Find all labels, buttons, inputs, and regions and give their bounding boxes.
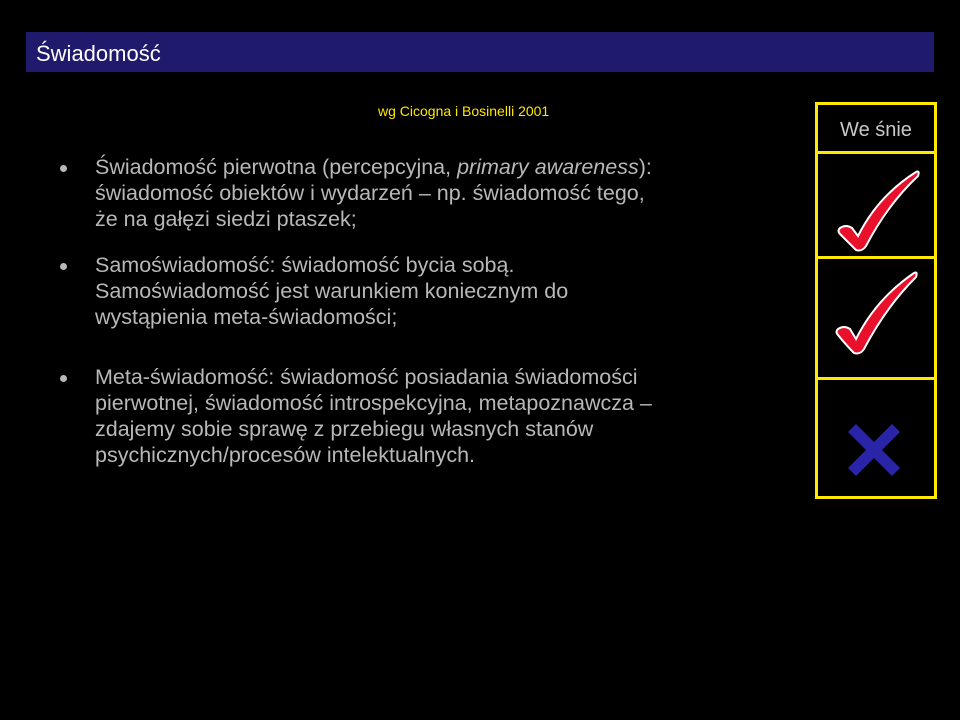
bullet-meta-awareness (60, 364, 800, 468)
citation: wg Cicogna i Bosinelli 2001 (378, 103, 550, 119)
slide-title: Świadomość (36, 41, 161, 66)
bullet-line: zdajemy sobie sprawę z przebiegu własnych stanów (95, 417, 594, 441)
bullet-line: świadomość obiektów i wydarzeń – np. świadomość tego, (95, 181, 645, 205)
dream-table (815, 102, 937, 499)
bullet-line: psychicznych/procesów intelektualnych. (95, 443, 476, 467)
title-bar (26, 32, 934, 72)
dream-table-row-meta (815, 377, 937, 499)
checkmark-icon (818, 259, 934, 377)
bullet-line: wystąpienia meta-świadomości; (95, 305, 398, 329)
checkmark-icon (818, 154, 934, 256)
dream-table-row-primary (815, 151, 937, 259)
bullet-primary-awareness (60, 154, 800, 232)
bullet-text: Świadomość pierwotna (percepcyjna, (95, 155, 458, 179)
bullet-line: Samoświadomość: świadomość bycia sobą. (95, 253, 515, 277)
bullet-line: że na gałęzi siedzi ptaszek; (95, 207, 357, 231)
bullet-dot-icon (60, 165, 67, 172)
bullet-line (95, 154, 800, 180)
bullet-dot-icon (60, 263, 67, 270)
bullet-dot-icon (60, 375, 67, 382)
bullet-line: pierwotnej, świadomość introspekcyjna, metapoznawcza – (95, 391, 652, 415)
cross-icon (818, 380, 934, 496)
bullet-line: Meta-świadomość: świadomość posiadania świadomości (95, 365, 638, 389)
dream-table-header-label: We śnie (840, 119, 912, 141)
bullet-self-awareness (60, 252, 800, 330)
bullet-line: Samoświadomość jest warunkiem koniecznym do (95, 279, 569, 303)
bullet-list (60, 154, 800, 488)
dream-table-header (815, 102, 937, 154)
bullet-text: ): (638, 155, 652, 179)
bullet-text-italic: primary awareness (457, 155, 639, 179)
dream-table-row-self (815, 256, 937, 380)
